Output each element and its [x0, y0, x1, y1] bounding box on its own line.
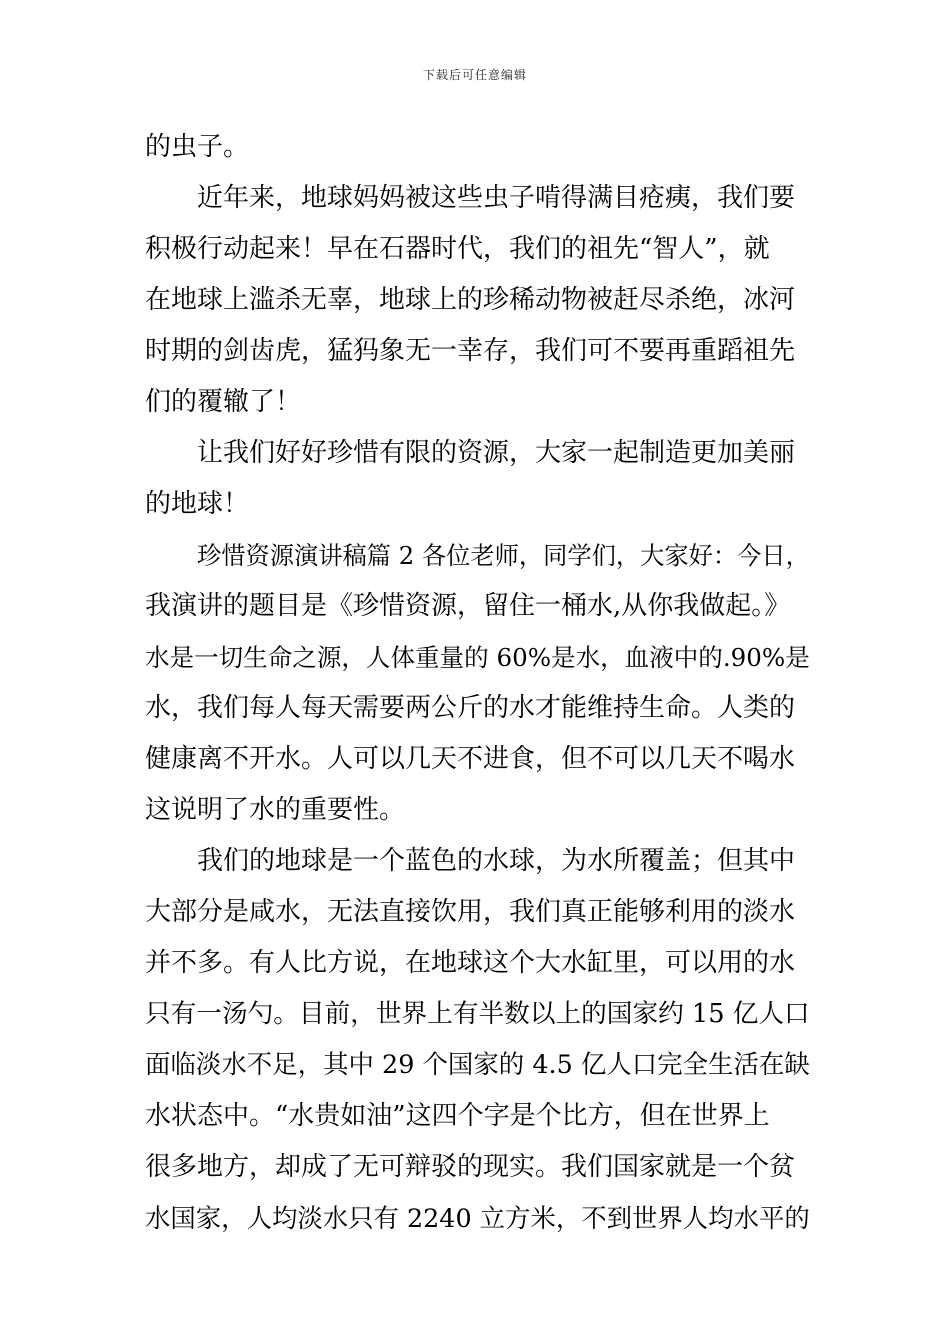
text-line: 积极行动起来！早在石器时代，我们的祖先“智人”，就 [145, 234, 770, 264]
text-line: 水，我们每人每天需要两公斤的水才能维持生命。人类的 [145, 693, 796, 723]
text-line: 水状态中。“水贵如油”这四个字是个比方，但在世界上 [145, 1101, 770, 1131]
text-line: 珍惜资源演讲稿篇 2 各位老师，同学们，大家好：今日， [197, 541, 810, 570]
text-line: 让我们好好珍惜有限的资源，大家一起制造更加美丽 [197, 438, 796, 468]
text-line: 水是一切生命之源，人体重量的 60%是水，血液中的.90%是 [145, 643, 810, 672]
text-line: 的地球！ [145, 489, 250, 519]
text-line: 水国家，人均淡水只有 2240 立方米，不到世界人均水平的 [145, 1203, 810, 1233]
text-line: 并不多。有人比方说，在地球这个大水缸里，可以用的水 [145, 948, 796, 978]
text-line: 面临淡水不足，其中 29 个国家的 4.5 亿人口完全生活在缺 [145, 1050, 810, 1080]
text-line: 这说明了水的重要性。 [145, 795, 406, 825]
text-line: 大部分是咸水，无法直接饮用，我们真正能够利用的淡水 [145, 897, 796, 927]
text-line: 的虫子。 [145, 132, 250, 162]
text-line: 时期的剑齿虎，猛犸象无一幸存，我们可不要再重蹈祖先 [145, 336, 796, 366]
page-header: 下载后可任意编辑 [422, 68, 527, 82]
text-line: 只有一汤勺。目前，世界上有半数以上的国家约 15 亿人口 [145, 999, 810, 1029]
text-line: 们的覆辙了！ [145, 387, 302, 417]
text-line: 很多地方，却成了无可辩驳的现实。我们国家就是一个贫 [145, 1152, 796, 1182]
text-line: 我们的地球是一个蓝色的水球，为水所覆盖；但其中 [197, 846, 796, 876]
text-line: 在地球上滥杀无辜，地球上的珍稀动物被赶尽杀绝，冰河 [145, 285, 796, 315]
document-body [145, 122, 810, 1244]
text-line: 健康离不开水。人可以几天不进食，但不可以几天不喝水 [145, 744, 796, 774]
text-line: 我演讲的题目是《珍惜资源，留住一桶水,从你我做起。》 [145, 591, 791, 621]
text-line: 近年来，地球妈妈被这些虫子啃得满目疮痍，我们要 [197, 183, 796, 213]
